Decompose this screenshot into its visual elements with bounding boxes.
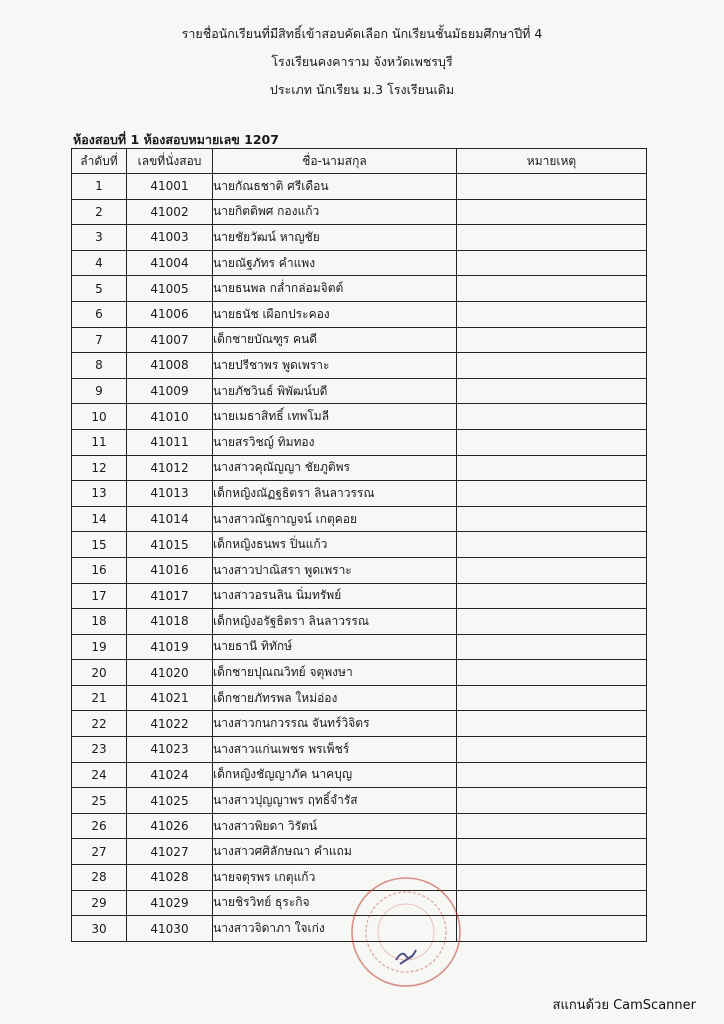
row-student-name: นางสาวศศิลักษณา คำแถม: [213, 839, 457, 865]
row-note: [457, 916, 647, 942]
row-student-name: เด็กชายบัณฑูร คนดี: [213, 327, 457, 353]
row-student-name: นางสาวปาณิสรา พูดเพราะ: [213, 557, 457, 583]
row-seat-number: 41029: [127, 890, 213, 916]
row-order-number: 24: [72, 762, 127, 788]
row-student-name: เด็กหญิงธนพร ปิ่นแก้ว: [213, 532, 457, 558]
row-student-name: นายธานี ทิทักษ์: [213, 634, 457, 660]
table-row: [72, 481, 647, 507]
row-seat-number: 41014: [127, 506, 213, 532]
row-student-name: นางสาวณัฐกาญจน์ เกตุคอย: [213, 506, 457, 532]
row-order-number: 4: [72, 250, 127, 276]
row-seat-number: 41015: [127, 532, 213, 558]
row-seat-number: 41011: [127, 429, 213, 455]
row-note: [457, 583, 647, 609]
row-order-number: 28: [72, 865, 127, 891]
row-seat-number: 41024: [127, 762, 213, 788]
row-seat-number: 41009: [127, 378, 213, 404]
row-seat-number: 41007: [127, 327, 213, 353]
table-row: [72, 813, 647, 839]
row-order-number: 11: [72, 429, 127, 455]
row-note: [457, 429, 647, 455]
row-seat-number: 41021: [127, 685, 213, 711]
row-student-name: นายธนัช เผือกประคอง: [213, 301, 457, 327]
row-seat-number: 41005: [127, 276, 213, 302]
row-note: [457, 890, 647, 916]
row-student-name: เด็กชายภัทรพล ใหม่อ่อง: [213, 685, 457, 711]
row-order-number: 3: [72, 225, 127, 251]
table-header: [72, 149, 647, 174]
table-row: [72, 455, 647, 481]
row-seat-number: 41023: [127, 737, 213, 763]
exam-room-label: ห้องสอบที่ 1 ห้องสอบหมายเลข 1207: [73, 132, 279, 147]
row-seat-number: 41004: [127, 250, 213, 276]
row-student-name: นายภัชวินธ์ พิพัฒน์บดี: [213, 378, 457, 404]
row-note: [457, 532, 647, 558]
row-seat-number: 41006: [127, 301, 213, 327]
column-header-seat: เลขที่นั่งสอบ: [127, 149, 213, 174]
row-note: [457, 711, 647, 737]
row-seat-number: 41018: [127, 609, 213, 635]
row-note: [457, 685, 647, 711]
row-student-name: นายเมธาสิทธิ์ เทพโมลี: [213, 404, 457, 430]
row-note: [457, 506, 647, 532]
table-row: [72, 737, 647, 763]
table-row: [72, 660, 647, 686]
row-seat-number: 41020: [127, 660, 213, 686]
row-order-number: 12: [72, 455, 127, 481]
row-order-number: 15: [72, 532, 127, 558]
row-seat-number: 41027: [127, 839, 213, 865]
row-student-name: นางสาวพิยดา วิรัตน์: [213, 813, 457, 839]
table-row: [72, 327, 647, 353]
table-row: [72, 685, 647, 711]
row-student-name: เด็กหญิงณัฏฐธิตรา ลินลาวรรณ: [213, 481, 457, 507]
row-seat-number: 41001: [127, 174, 213, 200]
row-order-number: 14: [72, 506, 127, 532]
row-student-name: นางสาวแก่นเพชร พรเพ็ชร์: [213, 737, 457, 763]
row-note: [457, 609, 647, 635]
student-roster-table: [71, 148, 647, 942]
column-header-note: หมายเหตุ: [457, 149, 647, 174]
row-note: [457, 481, 647, 507]
table-row: [72, 225, 647, 251]
row-seat-number: 41003: [127, 225, 213, 251]
row-note: [457, 557, 647, 583]
row-note: [457, 174, 647, 200]
row-student-name: นายปรีชาพร พูดเพราะ: [213, 353, 457, 379]
row-order-number: 29: [72, 890, 127, 916]
row-note: [457, 225, 647, 251]
row-student-name: นายธนพล กล่ำกล่อมจิตต์: [213, 276, 457, 302]
row-note: [457, 634, 647, 660]
table-body: [72, 174, 647, 942]
row-seat-number: 41008: [127, 353, 213, 379]
table-row: [72, 404, 647, 430]
row-note: [457, 276, 647, 302]
table-row: [72, 353, 647, 379]
table-row: [72, 250, 647, 276]
row-seat-number: 41016: [127, 557, 213, 583]
row-order-number: 17: [72, 583, 127, 609]
table-row: [72, 788, 647, 814]
row-student-name: เด็กชายปุณณวิทย์ จตุพงษา: [213, 660, 457, 686]
row-student-name: นายจตุรพร เกตุแก้ว: [213, 865, 457, 891]
table-row: [72, 378, 647, 404]
row-student-name: นางสาวกนกวรรณ จันทร์วิจิตร: [213, 711, 457, 737]
row-student-name: นายสรวิชญ์ ทิมทอง: [213, 429, 457, 455]
table-row: [72, 506, 647, 532]
row-order-number: 21: [72, 685, 127, 711]
row-seat-number: 41026: [127, 813, 213, 839]
table-row: [72, 429, 647, 455]
row-order-number: 2: [72, 199, 127, 225]
row-order-number: 1: [72, 174, 127, 200]
row-note: [457, 353, 647, 379]
row-note: [457, 813, 647, 839]
row-seat-number: 41019: [127, 634, 213, 660]
student-category: ประเภท นักเรียน ม.3 โรงเรียนเดิม: [269, 82, 455, 97]
row-order-number: 19: [72, 634, 127, 660]
row-student-name: นางสาวปุญญาพร ฤทธิ์จำรัส: [213, 788, 457, 814]
row-order-number: 26: [72, 813, 127, 839]
row-note: [457, 737, 647, 763]
table-row: [72, 711, 647, 737]
table-row: [72, 634, 647, 660]
row-order-number: 25: [72, 788, 127, 814]
row-note: [457, 455, 647, 481]
row-student-name: นายชิรวิทย์ ธุระกิจ: [213, 890, 457, 916]
column-header-name: ชื่อ-นามสกุล: [213, 149, 457, 174]
row-order-number: 9: [72, 378, 127, 404]
row-seat-number: 41012: [127, 455, 213, 481]
row-student-name: นางสาวคุณัญญา ชัยภูติพร: [213, 455, 457, 481]
row-order-number: 27: [72, 839, 127, 865]
table-row: [72, 762, 647, 788]
row-student-name: นายณัฐภัทร คำแพง: [213, 250, 457, 276]
row-order-number: 10: [72, 404, 127, 430]
title-line-1: รายชื่อนักเรียนที่มีสิทธิ์เข้าสอบคัดเลือก นักเรียนชั้นมัธยมศึกษาปีที่ 4: [181, 26, 543, 41]
row-order-number: 7: [72, 327, 127, 353]
row-note: [457, 199, 647, 225]
table-row: [72, 199, 647, 225]
table-row: [72, 609, 647, 635]
row-student-name: นายชัยวัฒน์ หาญชัย: [213, 225, 457, 251]
row-seat-number: 41010: [127, 404, 213, 430]
row-note: [457, 301, 647, 327]
camscanner-watermark: สแกนด้วย CamScanner: [552, 998, 696, 1013]
row-student-name: เด็กหญิงชัญญาภัค นาคบุญ: [213, 762, 457, 788]
row-note: [457, 865, 647, 891]
row-note: [457, 404, 647, 430]
row-order-number: 20: [72, 660, 127, 686]
school-name: โรงเรียนคงคาราม จังหวัดเพชรบุรี: [271, 54, 453, 69]
row-order-number: 22: [72, 711, 127, 737]
row-note: [457, 250, 647, 276]
row-note: [457, 788, 647, 814]
row-note: [457, 660, 647, 686]
row-order-number: 13: [72, 481, 127, 507]
row-seat-number: 41025: [127, 788, 213, 814]
row-order-number: 5: [72, 276, 127, 302]
table-row: [72, 557, 647, 583]
row-seat-number: 41028: [127, 865, 213, 891]
row-note: [457, 378, 647, 404]
row-student-name: เด็กหญิงอรัฐธิตรา ลินลาวรรณ: [213, 609, 457, 635]
row-seat-number: 41017: [127, 583, 213, 609]
table-row: [72, 839, 647, 865]
row-seat-number: 41030: [127, 916, 213, 942]
table-header-row: [72, 149, 647, 174]
row-order-number: 8: [72, 353, 127, 379]
row-seat-number: 41022: [127, 711, 213, 737]
row-order-number: 30: [72, 916, 127, 942]
table-row: [72, 301, 647, 327]
table-row: [72, 174, 647, 200]
row-student-name: นางสาวอรนลิน นิ่มทรัพย์: [213, 583, 457, 609]
row-seat-number: 41013: [127, 481, 213, 507]
row-order-number: 23: [72, 737, 127, 763]
column-header-order: ลำดับที่: [72, 149, 127, 174]
row-seat-number: 41002: [127, 199, 213, 225]
row-note: [457, 762, 647, 788]
row-order-number: 16: [72, 557, 127, 583]
row-note: [457, 839, 647, 865]
table-row: [72, 583, 647, 609]
table-row: [72, 532, 647, 558]
row-student-name: นายกัณธชาติ ศรีเดือน: [213, 174, 457, 200]
table-row: [72, 276, 647, 302]
row-note: [457, 327, 647, 353]
school-seal-stamp: [346, 872, 466, 992]
row-order-number: 6: [72, 301, 127, 327]
row-order-number: 18: [72, 609, 127, 635]
row-student-name: นายกิตติพศ กองแก้ว: [213, 199, 457, 225]
row-student-name: นางสาวจิดาภา ใจเก่ง: [213, 916, 457, 942]
